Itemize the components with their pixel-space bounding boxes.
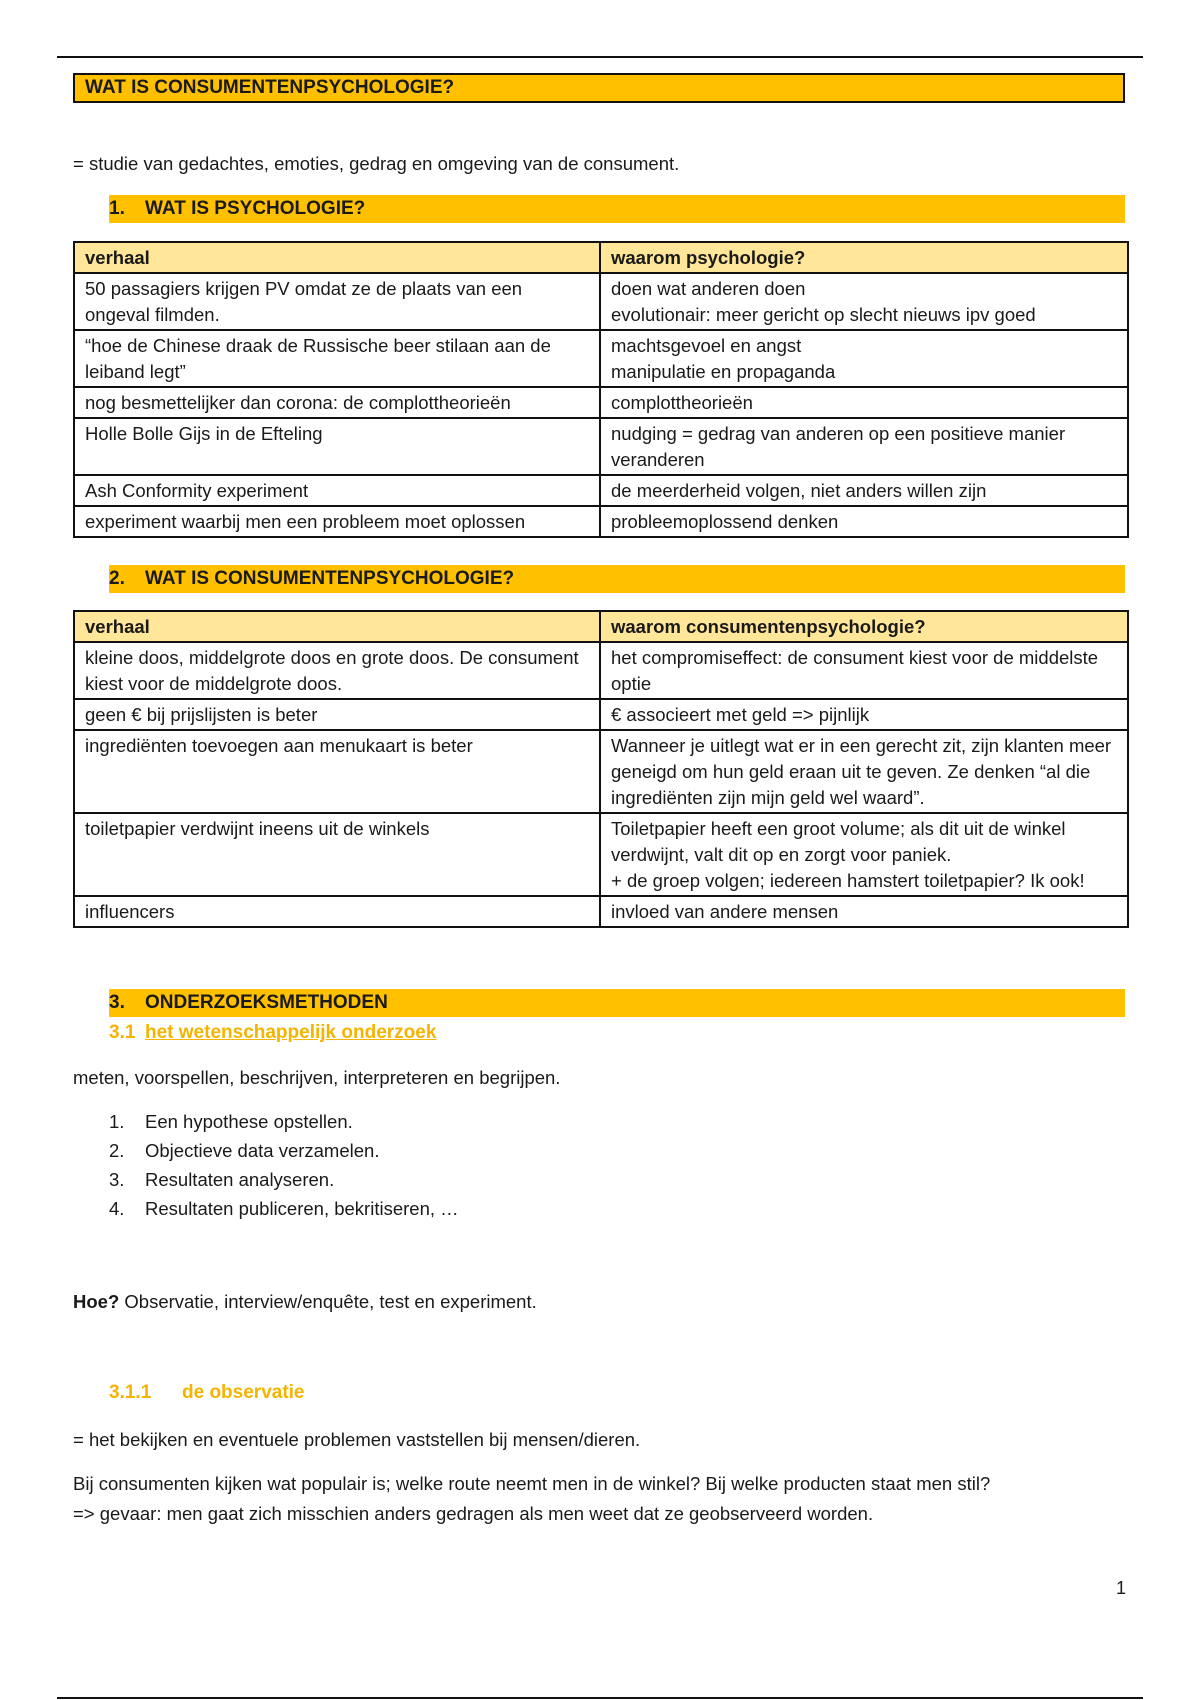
table-cell: “hoe de Chinese draak de Russische beer stilaan aan de leiband legt” (74, 330, 600, 387)
observation-definition: = het bekijken en eventuele problemen vaststellen bij mensen/dieren. (73, 1429, 641, 1450)
subsubsection-heading-observatie (109, 1382, 305, 1404)
subsection-number: 3.1 (109, 1022, 136, 1043)
page-number: 1 (1116, 1578, 1127, 1598)
table-cell: Holle Bolle Gijs in de Efteling (74, 418, 600, 475)
step-text: Resultaten analyseren. (145, 1169, 335, 1190)
table-cell (600, 273, 1128, 330)
step-number: 2. (109, 1140, 125, 1161)
section-number: 2. (109, 568, 125, 589)
cell-line: evolutionair: meer gericht op slecht nieuws ipv goed (611, 304, 1036, 325)
section-heading-onderzoeksmethoden (109, 989, 1125, 1017)
step-number: 4. (109, 1198, 125, 1219)
definition-text: = studie van gedachtes, emoties, gedrag en omgeving van de consument. (73, 153, 680, 174)
table-row (74, 330, 1128, 387)
table-cell: € associeert met geld => pijnlijk (600, 699, 1128, 730)
table-row (74, 273, 1128, 330)
column-header: waarom psychologie? (600, 242, 1128, 273)
table-cell: complottheorieën (600, 387, 1128, 418)
step-number: 1. (109, 1111, 125, 1132)
research-steps-list (109, 1111, 459, 1227)
step-text: Een hypothese opstellen. (145, 1111, 353, 1132)
section-title: WAT IS PSYCHOLOGIE? (145, 198, 366, 219)
table-cell: nudging = gedrag van anderen op een positieve manier veranderen (600, 418, 1128, 475)
list-item (109, 1140, 459, 1169)
table-row (74, 387, 1128, 418)
table-row (74, 642, 1128, 699)
table-row (74, 475, 1128, 506)
how-label: Hoe? (73, 1291, 120, 1312)
table-cell: invloed van andere mensen (600, 896, 1128, 927)
cell-line: machtsgevoel en angst (611, 335, 802, 356)
table-cell: geen € bij prijslijsten is beter (74, 699, 600, 730)
step-number: 3. (109, 1169, 125, 1190)
table-cell: probleemoplossend denken (600, 506, 1128, 537)
column-header: verhaal (74, 611, 600, 642)
subsection-heading-wetenschappelijk (109, 1022, 436, 1044)
table-row (74, 506, 1128, 537)
table-cell: Ash Conformity experiment (74, 475, 600, 506)
table-cell: nog besmettelijker dan corona: de complottheorieën (74, 387, 600, 418)
table-row (74, 418, 1128, 475)
table-cell (600, 330, 1128, 387)
step-text: Resultaten publiceren, bekritiseren, … (145, 1198, 459, 1219)
list-item (109, 1198, 459, 1227)
bottom-rule (57, 1697, 1143, 1699)
table-cell: influencers (74, 896, 600, 927)
table-cell (600, 813, 1128, 896)
cell-line: Toiletpapier heeft een groot volume; als dit uit de winkel verdwijnt, valt dit op en zorgt voor paniek. (611, 818, 1066, 865)
table-row (74, 699, 1128, 730)
research-intro: meten, voorspellen, beschrijven, interpreteren en begrijpen. (73, 1067, 561, 1088)
column-header: waarom consumentenpsychologie? (600, 611, 1128, 642)
observation-line-2: => gevaar: men gaat zich misschien anders gedragen als men weet dat ze geobserveerd worden. (73, 1503, 874, 1524)
how-text: Observatie, interview/enquête, test en experiment. (119, 1291, 537, 1312)
section-number: 1. (109, 198, 125, 219)
section-heading-psychologie (109, 195, 1125, 223)
table-cell: Wanneer je uitlegt wat er in een gerecht zit, zijn klanten meer geneigd om hun geld eraan uit te geven. Ze denken “al die ingrediënten zijn mijn geld wel waard”. (600, 730, 1128, 813)
cell-line: doen wat anderen doen (611, 278, 806, 299)
table-row (74, 730, 1128, 813)
section-number: 3. (109, 992, 125, 1013)
table-cell: ingrediënten toevoegen aan menukaart is beter (74, 730, 600, 813)
table-header-row (74, 611, 1128, 642)
document-title: WAT IS CONSUMENTENPSYCHOLOGIE? (73, 73, 1125, 103)
table-cell: kleine doos, middelgrote doos en grote doos. De consument kiest voor de middelgrote doos. (74, 642, 600, 699)
table-cell: experiment waarbij men een probleem moet oplossen (74, 506, 600, 537)
psychologie-table (73, 241, 1129, 538)
subsection-number: 3.1.1 (109, 1382, 152, 1403)
how-paragraph (73, 1291, 537, 1313)
step-text: Objectieve data verzamelen. (145, 1140, 380, 1161)
table-cell: 50 passagiers krijgen PV omdat ze de plaats van een ongeval filmden. (74, 273, 600, 330)
subsection-title-link[interactable]: het wetenschappelijk onderzoek (145, 1022, 437, 1043)
top-rule (57, 56, 1143, 58)
cell-line: + de groep volgen; iedereen hamstert toiletpapier? Ik ook! (611, 870, 1085, 891)
table-cell: toiletpapier verdwijnt ineens uit de winkels (74, 813, 600, 896)
list-item (109, 1111, 459, 1140)
table-cell: de meerderheid volgen, niet anders willen zijn (600, 475, 1128, 506)
table-header-row (74, 242, 1128, 273)
subsection-title: de observatie (182, 1382, 305, 1403)
section-title: ONDERZOEKSMETHODEN (145, 992, 388, 1013)
list-item (109, 1169, 459, 1198)
consumentenpsychologie-table (73, 610, 1129, 928)
column-header: verhaal (74, 242, 600, 273)
observation-line-1: Bij consumenten kijken wat populair is; welke route neemt men in de winkel? Bij welke producten staat men stil? (73, 1473, 991, 1494)
table-row (74, 813, 1128, 896)
cell-line: manipulatie en propaganda (611, 361, 836, 382)
section-heading-consumentenpsychologie (109, 565, 1125, 593)
table-row (74, 896, 1128, 927)
section-title: WAT IS CONSUMENTENPSYCHOLOGIE? (145, 568, 515, 589)
table-cell: het compromiseffect: de consument kiest voor de middelste optie (600, 642, 1128, 699)
